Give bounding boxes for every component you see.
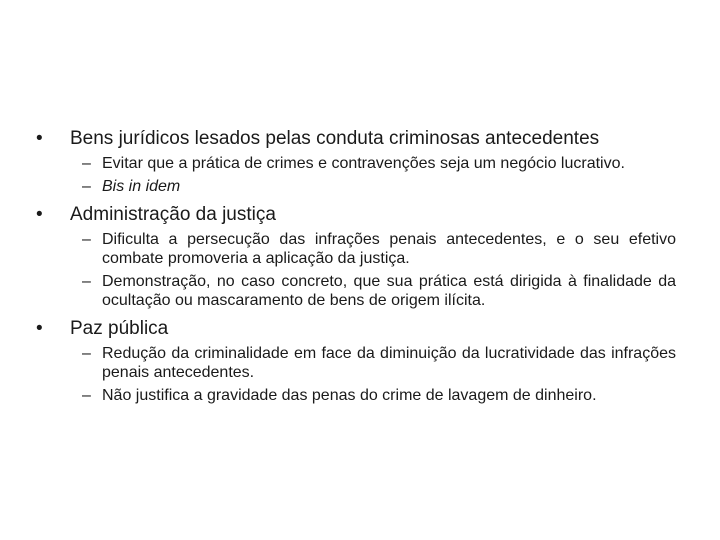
sub-list [36, 230, 676, 310]
bullet-icon: • [36, 318, 43, 339]
bullet-icon: • [36, 128, 43, 149]
dash-icon: – [82, 273, 91, 290]
bullet-text: Paz pública [70, 318, 169, 339]
bullet-item-administracao-justica [36, 202, 676, 228]
sub-list [36, 154, 676, 196]
sub-item [82, 154, 676, 173]
sub-item-text: Não justifica a gravidade das penas do crime de lavagem de dinheiro. [102, 387, 597, 404]
sub-item [82, 177, 676, 196]
sub-item [82, 272, 676, 310]
bullet-icon: • [36, 204, 43, 225]
sub-item [82, 230, 676, 268]
sub-item [82, 344, 676, 382]
sub-item [82, 386, 676, 405]
sub-item-text: Bis in idem [102, 178, 181, 195]
bullet-text: Administração da justiça [70, 204, 276, 225]
sub-item-text: Evitar que a prática de crimes e contravenções seja um negócio lucrativo. [102, 155, 625, 172]
dash-icon: – [82, 155, 91, 172]
sub-item-text: Redução da criminalidade em face da diminuição da lucratividade das infrações penais antecedentes. [102, 345, 676, 381]
bullet-item-paz-publica [36, 316, 676, 342]
dash-icon: – [82, 178, 91, 195]
dash-icon: – [82, 387, 91, 404]
bullet-list [36, 126, 676, 409]
bullet-item-bens-juridicos [36, 126, 676, 152]
sub-item-text: Dificulta a persecução das infrações penais antecedentes, e o seu efetivo combate promoveria a aplicação da justiça. [102, 231, 676, 267]
bullet-text: Bens jurídicos lesados pelas conduta criminosas antecedentes [70, 128, 600, 149]
sub-item-text: Demonstração, no caso concreto, que sua prática está dirigida à finalidade da ocultação ou mascaramento de bens de origem ilícita. [102, 273, 676, 309]
dash-icon: – [82, 231, 91, 248]
sub-list [36, 344, 676, 405]
dash-icon: – [82, 345, 91, 362]
